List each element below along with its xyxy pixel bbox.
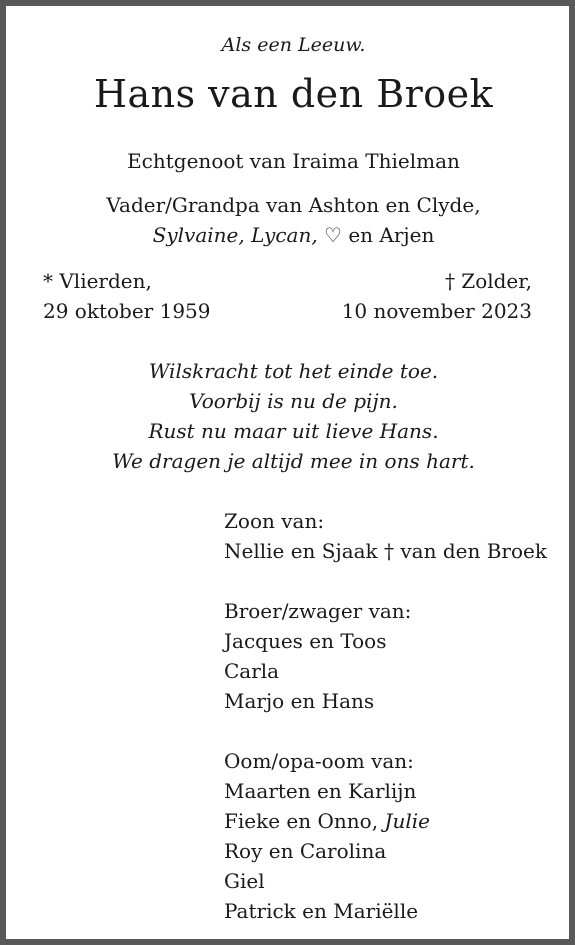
poem-line: Rust nu maar uit lieve Hans. [148, 419, 439, 443]
motto: Als een Leeuw. [221, 34, 366, 56]
parents-names: Nellie en Sjaak † van den Broek [224, 539, 547, 563]
deceased-name: Hans van den Broek [93, 72, 494, 116]
nephew-niece-name: Patrick en Mariëlle [224, 899, 419, 923]
children-line-2-rest: en Arjen [348, 223, 435, 247]
spouse-line: Echtgenoot van Iraima Thielman [127, 149, 460, 173]
poem-line: We dragen je altijd mee in ons hart. [112, 449, 475, 473]
poem-line: Voorbij is nu de pijn. [189, 389, 398, 413]
son-of-heading: Zoon van: [224, 509, 325, 533]
poem-line: Wilskracht tot het einde toe. [148, 359, 439, 383]
children-line-1: Vader/Grandpa van Ashton en Clyde, [106, 193, 481, 217]
sibling-name: Marjo en Hans [224, 689, 375, 713]
nephew-niece-name: Fieke en Onno, [224, 809, 379, 833]
birth-place: * Vlierden, [43, 269, 152, 293]
heart-icon: ♡ [324, 223, 342, 247]
death-date: 10 november 2023 [341, 299, 532, 323]
uncle-of-heading: Oom/opa-oom van: [224, 749, 414, 773]
nephew-niece-name: Maarten en Karlijn [224, 779, 417, 803]
nephew-niece-name: Giel [224, 869, 265, 893]
children-line-2 [6, 223, 575, 247]
nephew-niece-line [224, 809, 430, 833]
nephew-niece-name: Roy en Carolina [224, 839, 387, 863]
sibling-of-heading: Broer/zwager van: [224, 599, 412, 623]
death-place: † Zolder, [444, 269, 532, 293]
sibling-name: Carla [224, 659, 280, 683]
grand-nephew-niece-name: Julie [384, 809, 430, 833]
birth-date: 29 oktober 1959 [43, 299, 211, 323]
grandchildren-names: Sylvaine, Lycan, [152, 223, 318, 247]
sibling-name: Jacques en Toos [224, 629, 387, 653]
